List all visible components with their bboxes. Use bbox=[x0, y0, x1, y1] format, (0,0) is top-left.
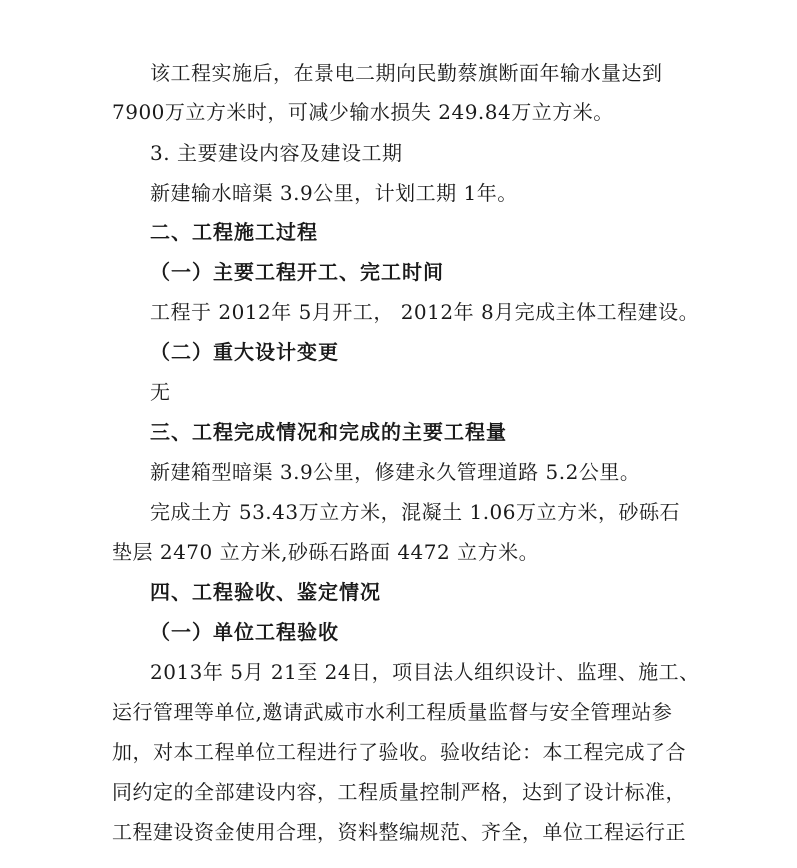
paragraph-line: 新建箱型暗渠 3.9公里，修建永久管理道路 5.2公里。 bbox=[150, 460, 641, 484]
paragraph-line: 7900万立方米时，可减少输水损失 249.84万立方米。 bbox=[112, 100, 614, 124]
paragraph-line: 加，对本工程单位工程进行了验收。验收结论：本工程完成了合 bbox=[112, 740, 686, 764]
paragraph-line: 工程建设资金使用合理，资料整编规范、齐全，单位工程运行正 bbox=[112, 820, 686, 844]
paragraph-line: 工程于 2012年 5月开工， 2012年 8月完成主体工程建设。 bbox=[150, 300, 700, 324]
paragraph-line: 同约定的全部建设内容，工程质量控制严格，达到了设计标准， bbox=[112, 780, 686, 804]
paragraph-line: 无 bbox=[150, 380, 171, 404]
paragraph-line: 运行管理等单位,邀请武威市水利工程质量监督与安全管理站参 bbox=[112, 700, 673, 724]
paragraph-line: 垫层 2470 立方米,砂砾石路面 4472 立方米。 bbox=[112, 540, 540, 564]
section-heading-construction-process: 二、工程施工过程 bbox=[150, 220, 318, 244]
paragraph-line: 完成土方 53.43万立方米，混凝土 1.06万立方米，砂砾石 bbox=[150, 500, 681, 524]
subsection-heading-start-completion: （一）主要工程开工、完工时间 bbox=[150, 260, 444, 284]
subsection-heading-unit-acceptance: （一）单位工程验收 bbox=[150, 620, 339, 644]
paragraph-line: 2013年 5月 21至 24日，项目法人组织设计、监理、施工、 bbox=[150, 660, 700, 684]
paragraph-line: 该工程实施后，在景电二期向民勤蔡旗断面年输水量达到 bbox=[150, 61, 663, 85]
paragraph-line: 新建输水暗渠 3.9公里，计划工期 1年。 bbox=[150, 181, 518, 205]
section-heading-acceptance: 四、工程验收、鉴定情况 bbox=[150, 580, 381, 604]
section-heading-completion-status: 三、工程完成情况和完成的主要工程量 bbox=[150, 420, 507, 444]
subsection-heading-design-changes: （二）重大设计变更 bbox=[150, 340, 339, 364]
subheading-construction-content: 3. 主要建设内容及建设工期 bbox=[150, 141, 403, 165]
